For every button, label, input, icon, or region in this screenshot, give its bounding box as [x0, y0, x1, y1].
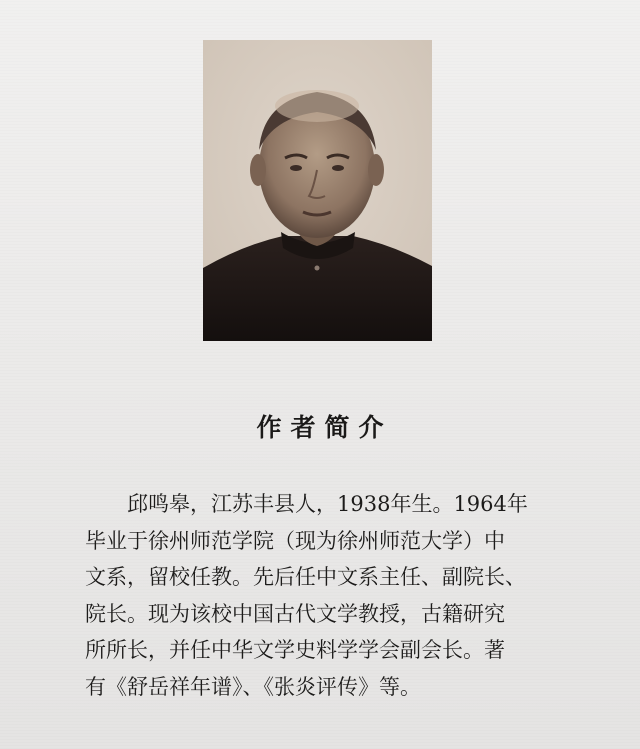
bio-line: 有《舒岳祥年谱》、《张炎评传》等。 [85, 674, 421, 699]
author-bio [85, 486, 555, 705]
bio-line: 所所长，并任中华文学史料学学会副会长。著 [85, 638, 505, 662]
bio-line: 文系，留校任教。先后任中文系主任、副院长、 [85, 565, 526, 589]
section-title: 作者简介 [256, 413, 393, 442]
bio-line: 毕业于徐州师范学院（现为徐州师范大学）中 [85, 528, 505, 553]
bio-line: 院长。现为该校中国古代文学教授，古籍研究 [85, 601, 505, 626]
bio-line: 邱鸣皋，江苏丰县人，1938年生。1964年 [127, 492, 528, 516]
author-portrait [203, 40, 432, 341]
